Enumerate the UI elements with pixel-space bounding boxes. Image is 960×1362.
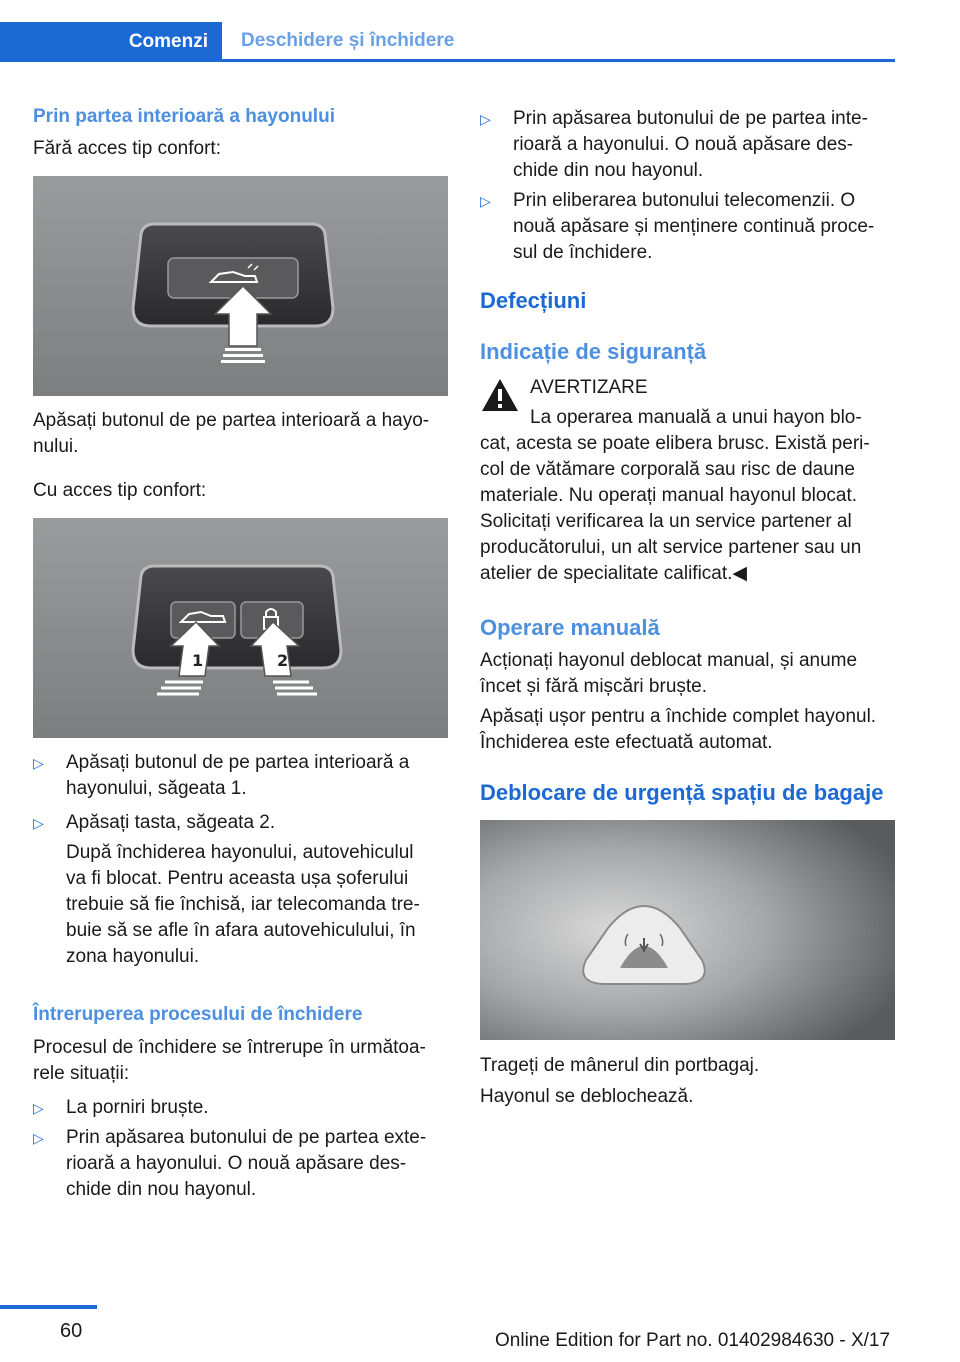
para-interrupt-l1: Procesul de închidere se întrerupe în următoa‐	[33, 1037, 426, 1058]
tab-deschidere-inchidere[interactable]	[222, 22, 895, 62]
arrow-label-2: 2	[277, 651, 289, 670]
bullet-icon: ▷	[33, 1130, 44, 1146]
bullet-icon: ▷	[480, 193, 491, 209]
bullet-icon: ▷	[480, 111, 491, 127]
pull-handle-text: Trageți de mânerul din portbagaj.	[480, 1055, 760, 1076]
warning-text-l7: atelier de specialitate calificat.◀	[480, 563, 748, 584]
tab-comenzi[interactable]	[0, 22, 222, 62]
heading-safety-note: Indicație de siguranță	[480, 339, 707, 364]
bullet-press-interior-l1: Apăsați butonul de pe partea interioară a	[66, 752, 410, 773]
bullet-icon: ▷	[33, 815, 44, 831]
tab-deschidere-label: Deschidere și închidere	[241, 29, 455, 51]
bullet-icon: ▷	[33, 755, 44, 771]
bullet-after-close-l1: După închiderea hayonului, autovehiculul	[66, 842, 414, 863]
warning-text-l2: cat, acesta se poate elibera brusc. Există peri‐	[480, 433, 870, 454]
manual-text-l1: Acționați hayonul deblocat manual, și anume	[480, 650, 858, 671]
warning-text-l3: col de vătămare corporală sau risc de daune	[480, 459, 855, 480]
bullet-release-remote-l3: sul de închidere.	[513, 242, 653, 263]
heading-manual-operation: Operare manuală	[480, 615, 660, 640]
bullet-after-close-l4: buie să se afle în afara autovehiculului, în	[66, 920, 416, 941]
warning-triangle-icon	[480, 377, 520, 413]
bullet-press-key: Apăsați tasta, săgeata 2.	[66, 812, 276, 833]
tailgate-two-buttons-image	[33, 518, 448, 738]
subhead-interrupt-close: Întreruperea procesului de închidere	[33, 1004, 363, 1025]
bullet-press-interior-l2: hayonului, săgeata 1.	[66, 778, 247, 799]
bullet-interior-button-l3: chide din nou hayonul.	[513, 160, 704, 181]
manual-text-l2: încet și fără mișcări bruște.	[480, 676, 708, 697]
page-number: 60	[60, 1320, 83, 1342]
subhead-interior: Prin partea interioară a hayonului	[33, 106, 335, 127]
para-press-interior-l1: Apăsați butonul de pe partea interioară a hayo‐	[33, 410, 430, 431]
para-interrupt-l2: rele situații:	[33, 1063, 130, 1084]
bullet-icon: ▷	[33, 1100, 44, 1116]
bullet-exterior-l3: chide din nou hayonul.	[66, 1179, 257, 1200]
footer-accent-bar	[0, 1305, 97, 1309]
unlock-text: Hayonul se deblochează.	[480, 1086, 694, 1107]
manual-text-l3: Apăsați ușor pentru a închide complet hayonul.	[480, 706, 877, 727]
para-press-interior-l2: nului.	[33, 436, 79, 457]
tailgate-two-buttons-illustration	[33, 518, 448, 738]
bullet-interior-button-l1: Prin apăsarea butonului de pe partea inte‐	[513, 108, 868, 129]
page-header	[0, 0, 895, 62]
text-no-comfort: Fără acces tip confort:	[33, 138, 221, 159]
bullet-after-close-l5: zona hayonului.	[66, 946, 200, 967]
arrow-label-1: 1	[192, 651, 204, 670]
bullet-release-remote-l2: nouă apăsare și menținere continuă proce‐	[513, 216, 875, 237]
emergency-release-illustration	[480, 820, 895, 1040]
bullet-exterior-l2: rioară a hayonului. O nouă apăsare des‐	[66, 1153, 407, 1174]
warning-text-l6: producătorului, un alt service partener sau un	[480, 537, 862, 558]
tailgate-button-image	[33, 176, 448, 396]
warning-text-l5: Solicitați verificarea la un service partener al	[480, 511, 852, 532]
heading-defects: Defecțiuni	[480, 288, 587, 313]
manual-text-l4: Închiderea este efectuată automat.	[480, 732, 773, 753]
heading-emergency-release: Deblocare de urgență spațiu de bagaje	[480, 780, 884, 805]
warning-title: AVERTIZARE	[530, 377, 648, 398]
tab-comenzi-label: Comenzi	[128, 31, 208, 52]
bullet-interior-button-l2: rioară a hayonului. O nouă apăsare des‐	[513, 134, 854, 155]
emergency-release-image	[480, 820, 895, 1040]
bullet-after-close-l3: trebuie să fie închisă, iar telecomanda tre‐	[66, 894, 420, 915]
bullet-exterior-l1: Prin apăsarea butonului de pe partea exte‐	[66, 1127, 427, 1148]
bullet-sudden-start: La porniri bruște.	[66, 1097, 209, 1118]
edition-text: Online Edition for Part no. 01402984630 - X/17	[495, 1330, 891, 1351]
text-with-comfort: Cu acces tip confort:	[33, 480, 207, 501]
bullet-release-remote-l1: Prin eliberarea butonului telecomenzii. O	[513, 190, 856, 211]
warning-text-l4: materiale. Nu operați manual hayonul blocat.	[480, 485, 858, 506]
bullet-after-close-l2: va fi blocat. Pentru aceasta ușa șoferului	[66, 868, 409, 889]
tailgate-button-illustration	[33, 176, 448, 396]
warning-text-l1: La operarea manuală a unui hayon blo‐	[530, 407, 862, 428]
